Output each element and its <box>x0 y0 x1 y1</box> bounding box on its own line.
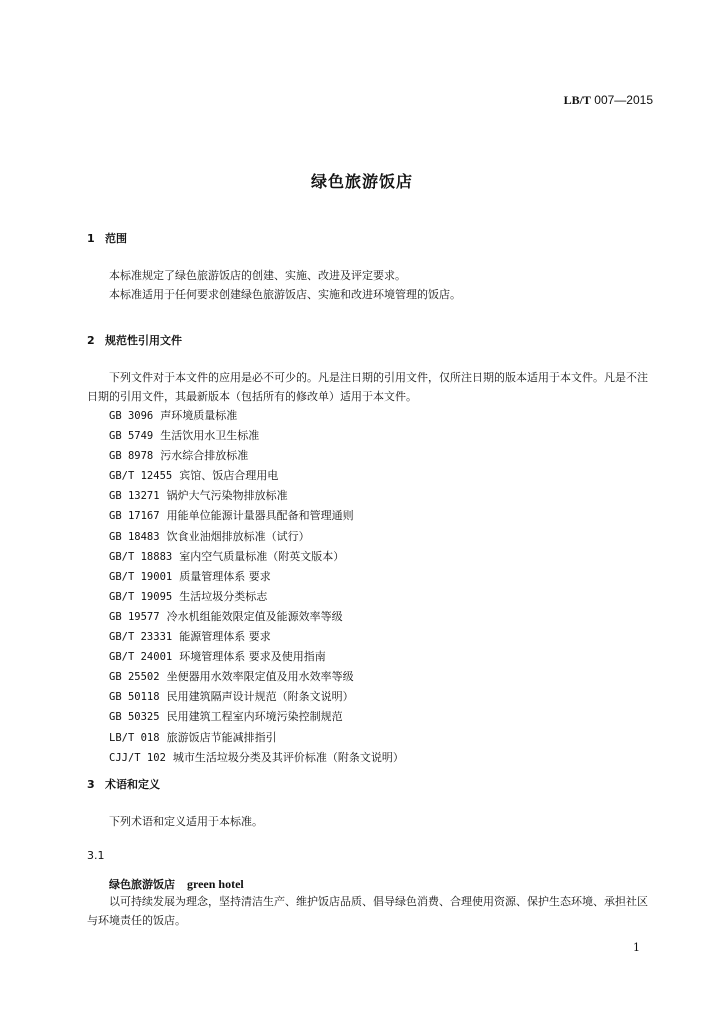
reference-code: GB/T 19001 <box>109 570 173 583</box>
reference-item <box>109 627 404 647</box>
reference-item <box>109 728 404 748</box>
reference-title: 污水综合排放标准 <box>160 449 249 463</box>
reference-item <box>109 667 404 687</box>
reference-item <box>109 406 404 426</box>
section-2-title: 规范性引用文件 <box>105 334 182 347</box>
reference-item <box>109 466 404 486</box>
page-number: 1 <box>633 941 640 954</box>
reference-code: GB 50325 <box>109 711 160 724</box>
reference-code: LB/T 018 <box>109 731 160 744</box>
reference-code: GB/T 19095 <box>109 590 173 603</box>
reference-code: GB/T 23331 <box>109 631 173 644</box>
standard-code <box>564 93 653 108</box>
section-3-number: 3 <box>87 778 95 791</box>
section-3-title: 术语和定义 <box>105 778 160 791</box>
terms-intro: 下列术语和定义适用于本标准。 <box>109 815 263 828</box>
reference-code: GB 18483 <box>109 530 160 543</box>
reference-title: 宾馆、饭店合理用电 <box>179 469 279 483</box>
reference-item <box>109 587 404 607</box>
references-intro: 下列文件对于本文件的应用是必不可少的。凡是注日期的引用文件，仅所注日期的版本适用于本文件。凡是不注日期的引用文件，其最新版本（包括所有的修改单）适用于本文件。 <box>87 371 648 403</box>
reference-code: GB/T 18883 <box>109 550 173 563</box>
reference-code: CJJ/T 102 <box>109 751 166 764</box>
reference-title: 坐便器用水效率限定值及用水效率等级 <box>166 670 354 684</box>
section-2-number: 2 <box>87 334 95 347</box>
reference-title: 锅炉大气污染物排放标准 <box>166 489 288 503</box>
term-definition: 以可持续发展为理念，坚持清洁生产、维护饭店品质、倡导绿色消费、合理使用资源、保护生态环境、承担社区与环境责任的饭店。 <box>87 895 648 927</box>
reference-item <box>109 527 404 547</box>
term-chinese: 绿色旅游饭店 <box>109 878 175 891</box>
reference-title: 饮食业油烟排放标准（试行） <box>166 529 310 543</box>
reference-item <box>109 607 404 627</box>
section-1-title: 范围 <box>105 232 127 245</box>
term-english: green hotel <box>187 877 244 891</box>
reference-title: 民用建筑隔声设计规范（附条文说明） <box>166 690 354 704</box>
reference-code: GB 13271 <box>109 490 160 503</box>
section-1-heading <box>87 230 127 246</box>
reference-title: 生活垃圾分类标志 <box>179 589 268 603</box>
reference-title: 声环境质量标准 <box>160 409 238 422</box>
reference-code: GB 3096 <box>109 410 154 422</box>
reference-code: GB/T 12455 <box>109 470 173 483</box>
clause-number: 3.1 <box>87 849 105 862</box>
standard-code-prefix: LB/T <box>563 93 591 107</box>
reference-title: 室内空气质量标准（附英文版本） <box>179 549 345 563</box>
reference-title: 用能单位能源计量器具配备和管理通则 <box>166 509 354 523</box>
document-title: 绿色旅游饭店 <box>310 172 413 191</box>
reference-title: 质量管理体系 要求 <box>179 569 271 583</box>
reference-item <box>109 707 404 727</box>
scope-paragraph-1: 本标准规定了绿色旅游饭店的创建、实施、改进及评定要求。 <box>109 269 406 282</box>
reference-item <box>109 748 404 768</box>
scope-paragraph-2: 本标准适用于任何要求创建绿色旅游饭店、实施和改进环境管理的饭店。 <box>109 288 461 301</box>
reference-title: 能源管理体系 要求 <box>179 630 271 644</box>
reference-item <box>109 506 404 526</box>
section-3-heading <box>87 776 160 792</box>
section-2-heading <box>87 332 182 348</box>
reference-title: 环境管理体系 要求及使用指南 <box>179 650 326 664</box>
reference-item <box>109 567 404 587</box>
reference-title: 民用建筑工程室内环境污染控制规范 <box>166 710 343 724</box>
reference-item <box>109 547 404 567</box>
reference-code: GB 17167 <box>109 510 160 523</box>
section-1-number: 1 <box>87 232 95 245</box>
reference-title: 旅游饭店节能减排指引 <box>166 730 277 744</box>
reference-code: GB 25502 <box>109 671 160 684</box>
reference-list <box>109 406 404 768</box>
standard-code-number: 007—2015 <box>594 93 653 107</box>
reference-item <box>109 446 404 466</box>
reference-code: GB 5749 <box>109 430 154 443</box>
term-entry <box>109 876 244 892</box>
reference-title: 生活饮用水卫生标准 <box>160 429 260 443</box>
reference-title: 城市生活垃圾分类及其评价标准（附条文说明） <box>172 750 404 764</box>
reference-item <box>109 426 404 446</box>
reference-code: GB 50118 <box>109 691 160 704</box>
reference-item <box>109 647 404 667</box>
reference-item <box>109 687 404 707</box>
reference-item <box>109 486 404 506</box>
reference-code: GB 8978 <box>109 450 154 463</box>
reference-code: GB 19577 <box>109 610 160 623</box>
reference-code: GB/T 24001 <box>109 651 173 664</box>
reference-title: 冷水机组能效限定值及能源效率等级 <box>166 609 343 623</box>
